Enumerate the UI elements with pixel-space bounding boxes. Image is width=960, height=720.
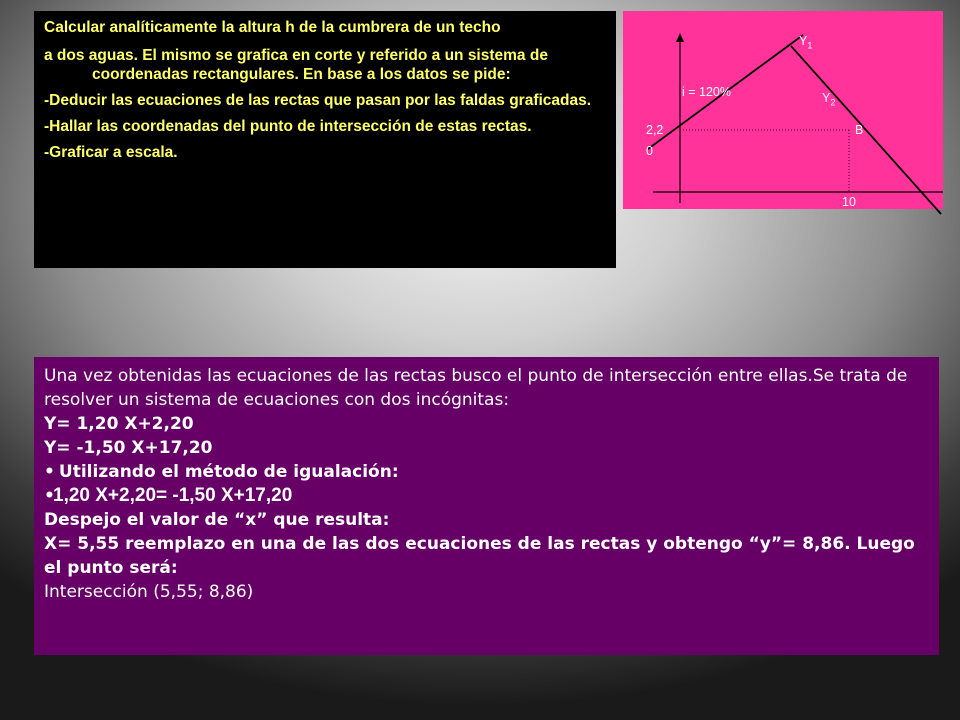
solution-step: Despejo el valor de “x” que resulta: <box>44 510 390 530</box>
equation-2: Y= -1,50 X+17,20 <box>44 438 213 458</box>
problem-line-3: -Deducir las ecuaciones de las rectas que pasan por las faldas graficadas. <box>44 92 592 109</box>
label-intercept-a: 2,2 <box>646 123 664 137</box>
bullet-item-equation: •1,20 X+2,20= -1,50 X+17,20 <box>44 485 293 506</box>
solution-result: X= 5,55 reemplazo en una de las dos ecuaciones de las rectas y obtengo “y”= 8,86. Luego el punto será: <box>44 534 915 578</box>
label-b: B <box>855 123 864 137</box>
line-y2 <box>791 46 941 214</box>
diagram-lines <box>623 11 943 209</box>
label-x-10: 10 <box>842 195 856 209</box>
solution-intersection: Intersección (5,55; 8,86) <box>44 582 254 602</box>
problem-line-1: Calcular analíticamente la altura h de la cumbrera de un techo <box>44 19 501 36</box>
bullet-item-method: • Utilizando el método de igualación: <box>44 462 399 482</box>
solution-intro: Una vez obtenidas las ecuaciones de las rectas busco el punto de intersección entre ellas.Se trata de resolver un sistema de ecuaciones con dos incógnitas: <box>44 366 908 410</box>
y-axis-arrow <box>676 33 684 42</box>
bullet-icon: • <box>44 486 55 506</box>
equation-1: Y= 1,20 X+2,20 <box>44 414 194 434</box>
problem-statement-box <box>34 11 616 268</box>
roof-diagram <box>623 11 943 209</box>
label-slope: i = 120% <box>682 85 731 99</box>
solution-box <box>34 357 939 655</box>
problem-line-2: a dos aguas. El mismo se grafica en corte y referido a un sistema de coordenadas rectangulares. En base a los datos se pide: <box>44 47 548 83</box>
problem-line-4: -Hallar las coordenadas del punto de intersección de estas rectas. <box>44 118 532 135</box>
label-y2: $Y_2$ <box>822 91 836 108</box>
label-intercept-b: 0 <box>646 144 653 158</box>
problem-line-5: -Graficar a escala. <box>44 144 178 161</box>
bullet-icon: • <box>44 462 55 482</box>
label-y1: $Y_1$ <box>799 34 813 51</box>
